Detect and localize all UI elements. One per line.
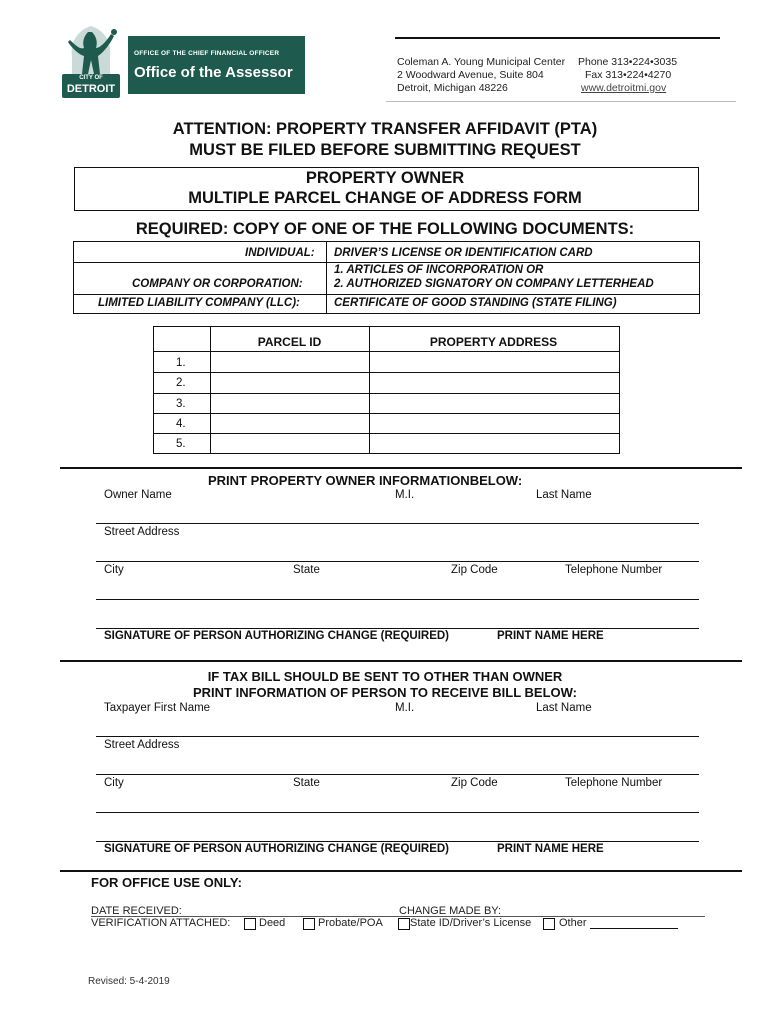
date-received-label: DATE RECEIVED:: [91, 905, 182, 917]
property-address-header: PROPERTY ADDRESS: [429, 335, 558, 349]
city-of-detroit-logo: [58, 22, 124, 100]
section-divider: [60, 660, 742, 662]
owner-city-label: City: [104, 564, 124, 576]
state-id-label: State ID/Driver’s License: [410, 917, 532, 929]
revision-date: Revised: 5-4-2019: [88, 976, 170, 987]
taxpayer-print-name-label: PRINT NAME HERE: [497, 843, 604, 855]
taxpayer-mi-label: M.I.: [395, 702, 415, 714]
assessor-office-label: Office of the Assessor: [134, 64, 293, 81]
taxpayer-heading-1: IF TAX BILL SHOULD BE SENT TO OTHER THAN OWNER: [207, 669, 563, 684]
parcel-id-field-2[interactable]: [211, 373, 368, 393]
taxpayer-city-label: City: [104, 777, 124, 789]
taxpayer-heading-2: PRINT INFORMATION OF PERSON TO RECEIVE BILL BELOW:: [193, 685, 577, 700]
owner-state-label: State: [293, 564, 320, 576]
documents-table-divider: [326, 241, 327, 314]
other-label: Other: [559, 917, 587, 929]
taxpayer-street-field[interactable]: [96, 754, 699, 774]
other-field-line[interactable]: [590, 928, 678, 929]
cfo-office-label: OFFICE OF THE CHIEF FINANCIAL OFFICER: [134, 50, 280, 57]
owner-name-field[interactable]: [96, 503, 699, 523]
other-checkbox[interactable]: [543, 918, 555, 930]
company-label: COMPANY OR CORPORATION:: [132, 278, 303, 290]
parcel-id-field-5[interactable]: [211, 434, 368, 452]
parcel-id-field-1[interactable]: [211, 352, 368, 372]
owner-mi-label: M.I.: [395, 489, 415, 501]
owner-city-state-zip-field[interactable]: [96, 579, 699, 599]
taxpayer-state-label: State: [293, 777, 320, 789]
attention-subtitle: MUST BE FILED BEFORE SUBMITTING REQUEST: [189, 141, 581, 159]
owner-city-line: [96, 599, 699, 600]
owner-print-name-label: PRINT NAME HERE: [497, 630, 604, 642]
section-divider: [60, 870, 742, 872]
fax-number: Fax 313•224•4270: [585, 69, 672, 81]
logo-detroit-text: DETROIT: [66, 83, 116, 95]
taxpayer-signature-field[interactable]: [96, 821, 699, 841]
owner-signature-label: SIGNATURE OF PERSON AUTHORIZING CHANGE (REQUIRED): [104, 630, 450, 642]
probate-checkbox[interactable]: [303, 918, 315, 930]
parcel-row-number: 1.: [176, 357, 186, 369]
website-link[interactable]: www.detroitmi.gov: [581, 82, 667, 94]
taxpayer-name-field[interactable]: [96, 716, 699, 736]
owner-street-line: [96, 561, 699, 562]
property-address-field-1[interactable]: [370, 352, 618, 372]
documents-row-divider: [73, 262, 700, 263]
parcel-row-number: 2.: [176, 377, 186, 389]
taxpayer-city-line: [96, 812, 699, 813]
header-top-rule: [395, 37, 720, 39]
owner-zip-label: Zip Code: [451, 564, 498, 576]
property-address-field-5[interactable]: [370, 434, 618, 452]
deed-label: Deed: [259, 917, 286, 929]
parcel-row-number: 4.: [176, 418, 186, 430]
taxpayer-last-name-label: Last Name: [536, 702, 592, 714]
llc-label: LIMITED LIABILITY COMPANY (LLC):: [98, 297, 300, 309]
address-line-2: 2 Woodward Avenue, Suite 804: [397, 69, 544, 81]
address-line-1: Coleman A. Young Municipal Center: [397, 56, 566, 68]
property-address-field-3[interactable]: [370, 394, 618, 413]
owner-street-field[interactable]: [96, 541, 699, 561]
owner-signature-field[interactable]: [96, 608, 699, 628]
parcel-id-field-4[interactable]: [211, 414, 368, 433]
taxpayer-zip-label: Zip Code: [451, 777, 498, 789]
owner-section-heading: PRINT PROPERTY OWNER INFORMATIONBELOW:: [208, 473, 523, 488]
owner-phone-label: Telephone Number: [565, 564, 663, 576]
taxpayer-first-name-label: Taxpayer First Name: [104, 702, 211, 714]
property-address-field-4[interactable]: [370, 414, 618, 433]
form-title-line-1: PROPERTY OWNER: [305, 169, 465, 187]
taxpayer-street-line: [96, 774, 699, 775]
company-document-1: 1. ARTICLES OF INCORPORATION OR: [334, 264, 544, 276]
owner-last-name-label: Last Name: [536, 489, 592, 501]
parcel-row-number: 5.: [176, 438, 186, 450]
property-address-field-2[interactable]: [370, 373, 618, 393]
address-line-3: Detroit, Michigan 48226: [397, 82, 508, 94]
logo-city-of-text: CITY OF: [79, 75, 103, 81]
phone-number: Phone 313•224•3035: [578, 56, 678, 68]
taxpayer-signature-label: SIGNATURE OF PERSON AUTHORIZING CHANGE (REQUIRED): [104, 843, 450, 855]
taxpayer-phone-label: Telephone Number: [565, 777, 663, 789]
attention-title: ATTENTION: PROPERTY TRANSFER AFFIDAVIT (PTA): [172, 120, 598, 138]
verification-attached-label: VERIFICATION ATTACHED:: [91, 917, 231, 929]
deed-checkbox[interactable]: [244, 918, 256, 930]
header-bottom-rule: [386, 101, 736, 102]
required-documents-heading: REQUIRED: COPY OF ONE OF THE FOLLOWING DOCUMENTS:: [135, 220, 635, 238]
parcel-id-header: PARCEL ID: [257, 335, 322, 349]
change-made-by-label: CHANGE MADE BY:: [399, 905, 502, 917]
state-id-checkbox[interactable]: [398, 918, 410, 930]
llc-document: CERTIFICATE OF GOOD STANDING (STATE FILING): [334, 297, 617, 309]
taxpayer-signature-line: [96, 841, 699, 842]
taxpayer-street-label: Street Address: [104, 739, 180, 751]
office-use-heading: FOR OFFICE USE ONLY:: [91, 875, 242, 890]
taxpayer-name-line: [96, 736, 699, 737]
individual-label: INDIVIDUAL:: [245, 247, 315, 259]
parcel-id-field-3[interactable]: [211, 394, 368, 413]
documents-row-divider: [73, 294, 700, 295]
company-document-2: 2. AUTHORIZED SIGNATORY ON COMPANY LETTERHEAD: [334, 278, 654, 290]
probate-label: Probate/POA: [318, 917, 383, 929]
parcel-row-number: 3.: [176, 398, 186, 410]
form-title-line-2: MULTIPLE PARCEL CHANGE OF ADDRESS FORM: [188, 189, 582, 207]
owner-signature-line: [96, 628, 699, 629]
section-divider: [60, 467, 742, 469]
individual-document: DRIVER’S LICENSE OR IDENTIFICATION CARD: [334, 247, 593, 259]
owner-name-label: Owner Name: [104, 489, 172, 501]
owner-name-line: [96, 523, 699, 524]
taxpayer-city-state-zip-field[interactable]: [96, 792, 699, 812]
owner-street-label: Street Address: [104, 526, 180, 538]
assessor-logo-box: [128, 36, 305, 94]
